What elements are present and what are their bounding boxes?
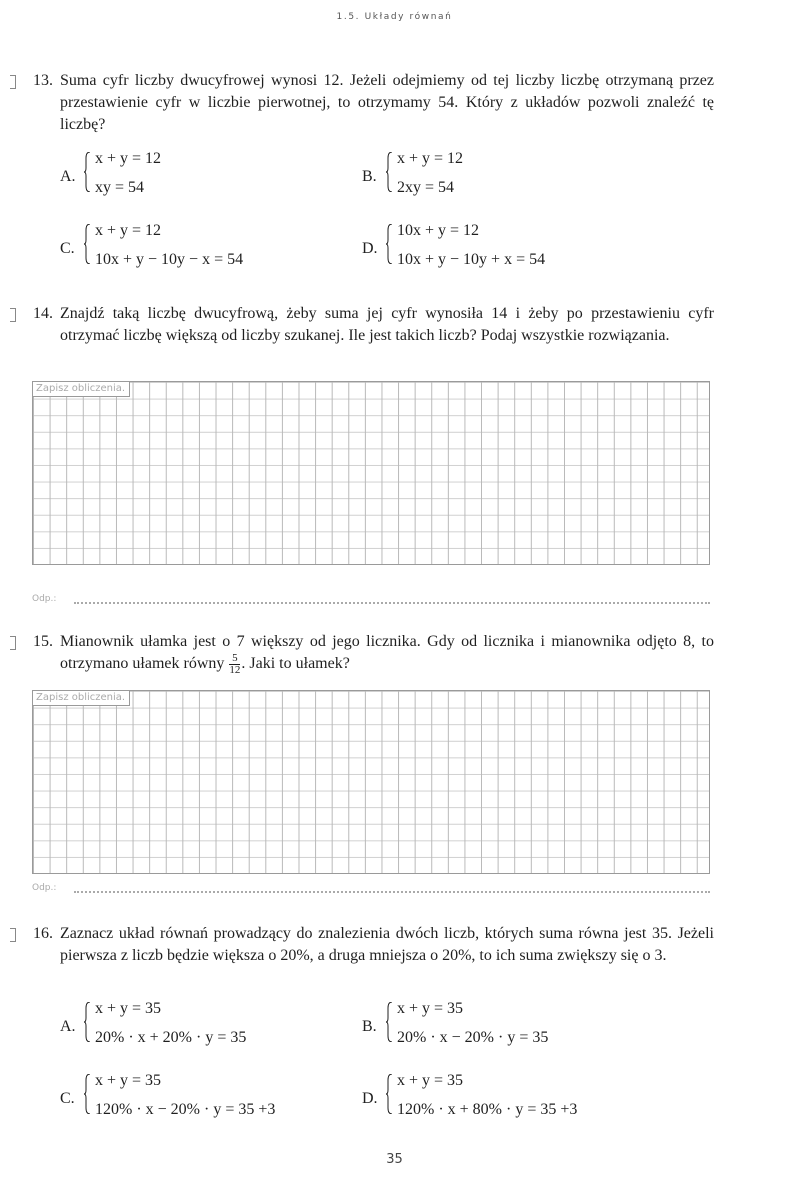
fraction-numerator: 5: [229, 653, 240, 665]
answer-label: Odp.:: [32, 883, 57, 893]
work-label: Zapisz obliczenia.: [33, 691, 130, 706]
brace-icon: [84, 152, 90, 192]
option-letter: D.: [362, 240, 378, 257]
equation-2: 10x + y − 10y + x = 54: [397, 251, 546, 268]
work-label: Zapisz obliczenia.: [33, 382, 130, 397]
page-number: 35: [386, 1152, 403, 1167]
equation-2: 20% · x − 20% · y = 35: [397, 1029, 549, 1046]
equation-1: x + y = 35: [397, 1000, 464, 1017]
answer-dots: [74, 602, 710, 604]
problem-number: 15.: [33, 633, 53, 650]
problem-text: Znajdź taką liczbę dwucyfrową, żeby suma jej cyfr wynosiła 14 i żeby po przestawieniu cyfr otrzymać liczbę większą od liczby szukanej. Ile jest takich liczb? Podaj wszystkie rozwiązania.: [60, 305, 714, 344]
problem-text: Suma cyfr liczby dwucyfrowej wynosi 12. Jeżeli odejmiemy od tej liczby liczbę otrzymaną przez przestawienie cyfr w liczbie pierwotnej, to otrzymamy 54. Który z układów pozwoli znaleźć tę liczbę?: [60, 72, 714, 133]
fraction-denominator: 12: [229, 664, 241, 676]
brace-icon: [84, 224, 90, 264]
brace-icon: [386, 152, 392, 192]
problem-14: [14, 303, 714, 347]
work-grid-14[interactable]: [32, 381, 710, 565]
text-before-fraction: Mianownik ułamka jest o 7 większy od jego licznika. Gdy od licznika i mianownika odjęto 8, to otrzymano ułamek równy: [60, 633, 714, 673]
fraction: [229, 653, 240, 676]
equation-1: x + y = 35: [95, 1072, 162, 1089]
answer-line-15[interactable]: [32, 883, 710, 897]
equation-1: x + y = 35: [397, 1072, 464, 1089]
checkbox-14[interactable]: [10, 308, 16, 322]
checkbox-13[interactable]: [10, 75, 16, 89]
brace-icon: [84, 1002, 90, 1042]
equation-2: 10x + y − 10y − x = 54: [95, 251, 244, 268]
work-grid-15[interactable]: [32, 690, 710, 874]
running-header: 1.5. Układy równań: [336, 12, 453, 22]
checkbox-15[interactable]: [10, 636, 16, 650]
brace-icon: [386, 1002, 392, 1042]
answer-line-14[interactable]: [32, 594, 710, 608]
problem-16: [14, 923, 714, 967]
equation-2: 120% · x − 20% · y = 35 +3: [95, 1101, 276, 1118]
equation-2: xy = 54: [95, 179, 145, 196]
option-letter: A.: [60, 1018, 76, 1035]
text-after-fraction: . Jaki to ułamek?: [241, 655, 350, 673]
equation-1: 10x + y = 12: [397, 222, 480, 239]
option-letter: B.: [362, 168, 377, 185]
equation-1: x + y = 12: [397, 150, 464, 167]
answer-label: Odp.:: [32, 594, 57, 604]
problem-13: [14, 70, 714, 136]
problem-text: [60, 631, 714, 676]
answer-dots: [74, 891, 710, 893]
checkbox-16[interactable]: [10, 928, 16, 942]
brace-icon: [386, 224, 392, 264]
problem-number: 13.: [33, 72, 53, 89]
equation-2: 2xy = 54: [397, 179, 455, 196]
equation-1: x + y = 35: [95, 1000, 162, 1017]
problem-number: 14.: [33, 305, 53, 322]
equation-2: 20% · x + 20% · y = 35: [95, 1029, 247, 1046]
option-letter: A.: [60, 168, 76, 185]
option-letter: C.: [60, 1090, 75, 1107]
equation-1: x + y = 12: [95, 222, 162, 239]
option-letter: B.: [362, 1018, 377, 1035]
option-letter: C.: [60, 240, 75, 257]
equation-1: x + y = 12: [95, 150, 162, 167]
brace-icon: [84, 1074, 90, 1114]
option-letter: D.: [362, 1090, 378, 1107]
problem-text: Zaznacz układ równań prowadzący do znalezienia dwóch liczb, których suma równa jest 35. Jeżeli pierwsza z liczb będzie większa o 20%, a druga mniejsza o 20%, to ich suma zwiększy się o 3.: [60, 925, 714, 964]
problem-15: [14, 631, 714, 676]
brace-icon: [386, 1074, 392, 1114]
problem-number: 16.: [33, 925, 53, 942]
equation-2: 120% · x + 80% · y = 35 +3: [397, 1101, 578, 1118]
